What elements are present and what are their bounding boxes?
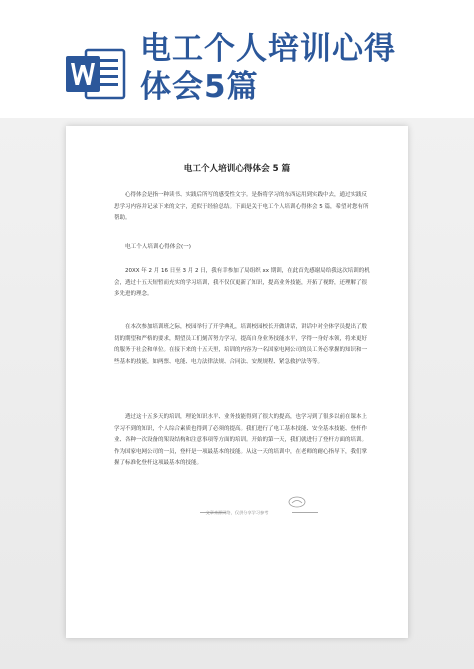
footer-text: 文章来源网络，仅供分享学习参考 <box>205 510 269 515</box>
body-paragraph-1: 20XX 年 2 月 16 日至 3 月 2 日，我有幸参加了局组织 xx 期训，在此首先感谢局给我这次培训的机会，透过十五天短暂而充实的学习培训，我不仅仅更新了知识，提高业务技能，开拓了视野，还理解了很多先进的理念。 <box>114 268 370 298</box>
document-page <box>66 126 408 638</box>
intro-paragraph: 心得体会是指一种读书、实践后所写的感受性文字。是指将学习的东西运用到实践中去，通过实践反思学习内容并记录下来的文字，近似于经验总结。下面是关于电工个人培训心得体会 5 篇，希望对您有所帮助。 <box>114 192 369 222</box>
document-title: 电工个人培训心得体会 5 篇 <box>183 164 291 174</box>
body-paragraph-2: 在本次参加培训班之际，校园举行了开学典礼，培训校园校长开做讲话，讲话中对全体学员提出了殷切的期望和严格的要求，期望员工们刻苦努力学习，提高自身业务技能水平，学得一身好本领，将来更好的服务于社会和单位。在接下来的十五天里，培训的内容为一名国家电网公司的员工务必掌握的知识和一些基本的技能，如两票、电能、电力法律法规、合同法、安规规程、紧急救护法等等。 <box>114 324 368 365</box>
footer-logo-icon <box>288 496 306 508</box>
banner <box>0 0 474 130</box>
word-icon <box>64 42 128 106</box>
banner-title <box>140 30 460 106</box>
banner-title-line1: 电工个人培训心得 <box>140 31 396 67</box>
body-paragraph-3: 透过这十五多天的培训，理论知识水平、业务技能得到了很大的提高，也学习到了很多以前在课本上学习不到的知识，个人综合素质也得到了必须的提高。我们进行了电工基本技能、安全基本技能、登杆作业、各种一次设备的架设结构和注意事项等方面的培训。开始的第一天，我们就进行了登杆方面的培训。作为国家电网公司的一员，登杆是一项最基本的技能。从这一天的培训中，在老师的耐心指导下，我们掌握了标准化登杆这项最基本的技能。 <box>114 414 368 467</box>
section-heading: 电工个人培训心得体会(一) <box>125 244 191 250</box>
banner-title-line2: 体会5篇 <box>140 69 259 105</box>
